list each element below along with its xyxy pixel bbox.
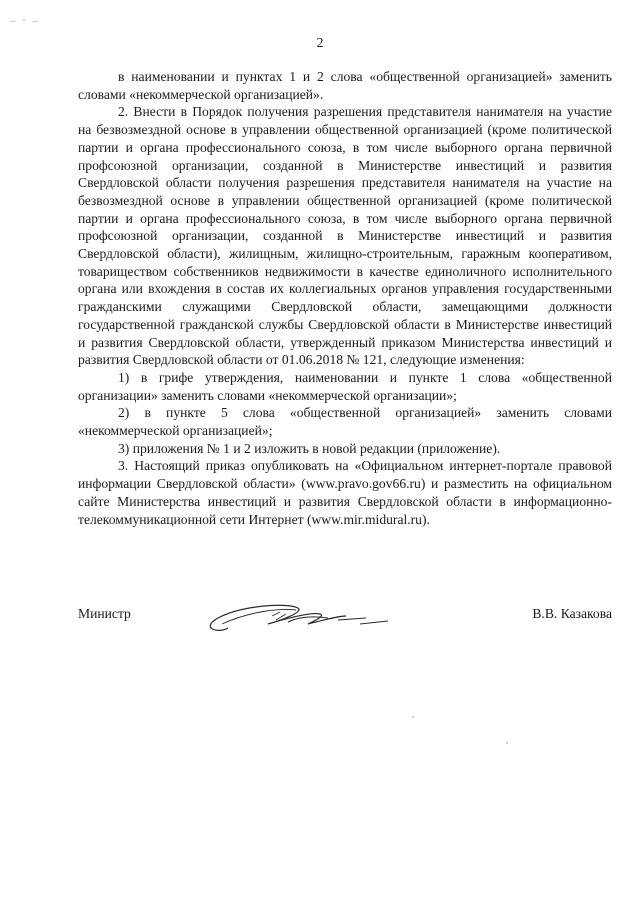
paragraph-1: в наименовании и пунктах 1 и 2 слова «общественной организацией» заменить словами «некоммерческой организацией». — [78, 69, 612, 102]
scan-artifact-mark — [8, 16, 48, 26]
signatory-name: В.В. Казакова — [532, 606, 612, 621]
signatory-position: Министр — [78, 606, 131, 621]
paragraph-3: 1) в грифе утверждения, наименовании и пункте 1 слова «общественной организации» заменить словами «некоммерческой организации»; — [78, 369, 612, 403]
page-number: 2 — [316, 36, 324, 51]
handwritten-signature — [188, 594, 448, 644]
scan-speck — [412, 716, 414, 718]
paragraph-6: 3. Настоящий приказ опубликовать на «Официальном интернет-портале правовой информации Свердловской области» (www.pravo.gov66.ru) и разместить на официальном сайте Министерства инвестиций и развития Свердловской области в информационно-телекоммуникационной сети Интернет (www.mir.midural.ru). — [78, 458, 612, 527]
paragraph-2: 2. Внести в Порядок получения разрешения представителя нанимателя на участие на безвозмездной основе в управлении общественной организацией (кроме политической партии и органа профессионального союза, в том числе выборного органа первичной профсоюзной организации, созданной в Министерстве инвестиций и развития Свердловской области получения разрешения представителя нанимателя на участие на безвозмездной основе в управлении общественной организацией (кроме политической партии и органа профессионального союза, в том числе выборного органа первичной профсоюзной организации, созданной в Министерстве инвестиций и развития Свердловской области), жилищным, жилищно-строительным, гаражным кооперативом, товариществом собственников недвижимости в качестве единоличного исполнительного органа или вхождения в состав их коллегиальных органов управления государственными гражданскими служащими Свердловской области, замещающими должности государственной гражданской службы Свердловской области в Министерстве инвестиций и развития Свердловской области, утвержденный приказом Министерства инвестиций и развития Свердловской области от 01.06.2018 № 121, следующие изменения: — [78, 104, 612, 368]
signature-block — [78, 594, 612, 644]
paragraph-4: 2) в пункте 5 слова «общественной организацией» заменить словами «некоммерческой организацией»; — [78, 405, 612, 439]
scan-speck — [506, 742, 508, 744]
document-body — [78, 68, 612, 528]
paragraph-5: 3) приложения № 1 и 2 изложить в новой редакции (приложение). — [118, 440, 501, 456]
